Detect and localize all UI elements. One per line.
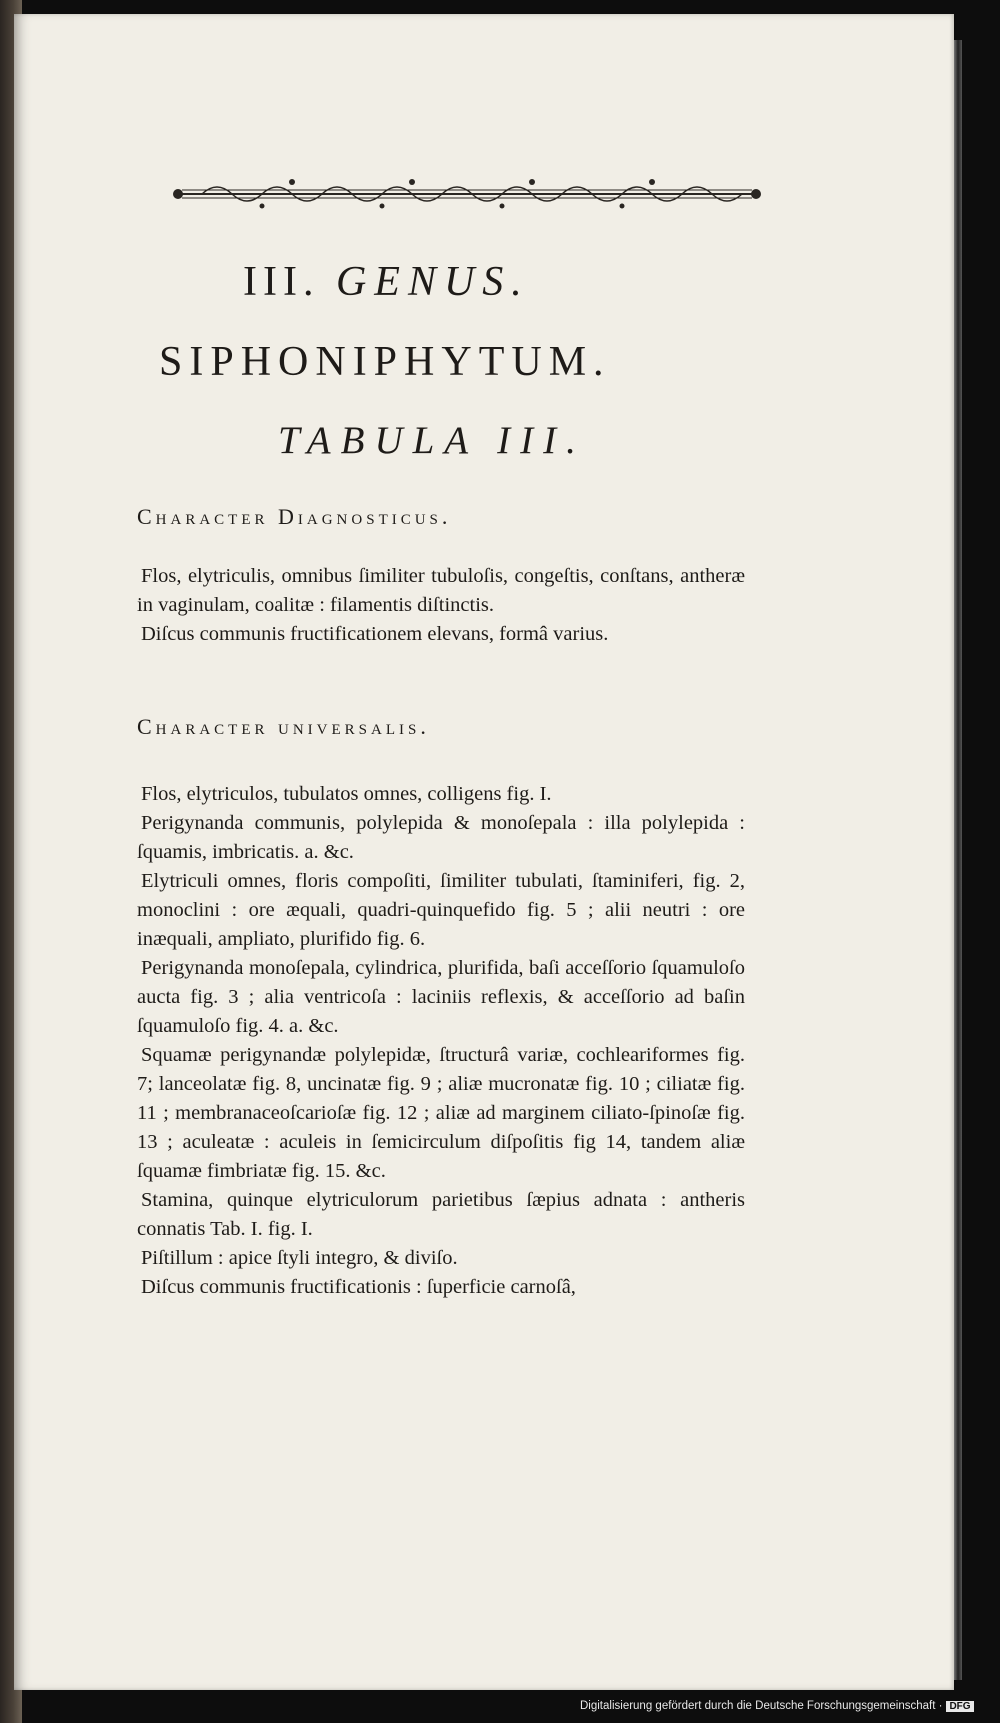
page-edge [954,40,962,1680]
genus-numeral: III. [243,259,336,305]
plate-reference: TABULA III. [278,419,586,462]
paragraph: Flos, elytriculos, tubulatos omnes, colligens fig. I. [141,783,552,805]
paragraph: Perigynanda monoſepala, cylindrica, plurifida, baſi acceſſorio ſquamuloſo aucta fig. 3 ; alia ventricoſa : laciniis reflexis, & acceſſorio ad baſin ſquamuloſo fig. 4. a. &c. [137,957,745,1037]
paragraph: Piſtillum : apice ſtyli integro, & diviſo. [141,1247,458,1269]
paragraph: Stamina, quinque elytriculorum parietibus ſæpius adnata : antheris connatis Tab. I. fig. I. [137,1189,745,1240]
dfg-logo: DFG [946,1701,973,1712]
paragraph: Flos, elytriculis, omnibus ſimiliter tubuloſis, congeſtis, conſtans, antheræ in vaginulam, coalitæ : filamentis diſtinctis. [137,565,745,616]
digitization-credit [580,1700,974,1712]
paragraph: Diſcus communis fructificationem elevans, formâ varius. [141,623,609,645]
section-heading-diagnosticus: Character Diagnosticus. [137,504,452,529]
page-title: SIPHONIPHYTUM. [159,339,611,385]
ornament-icon [172,176,762,212]
section-body-universalis [137,780,745,1302]
section-heading-universalis: Character universalis. [137,714,430,739]
paragraph: Elytriculi omnes, floris compoſiti, ſimiliter tubulati, ſtaminiferi, fig. 2, monoclini : ore æquali, quadri-quinquefido fig. 5 ; alii neutri : ore inæquali, ampliato, plurifido fig. 6. [137,870,745,950]
section-body-diagnosticus [137,562,745,649]
credit-text: Digitalisierung gefördert durch die Deutsche Forschungsgemeinschaft · [580,1700,943,1712]
paragraph: Squamæ perigynandæ polylepidæ, ſtructurâ variæ, cochleariformes fig. 7; lanceolatæ fig. 8, uncinatæ fig. 9 ; aliæ mucronatæ fig. 10 ; ciliatæ fig. 11 ; membranaceoſcarioſæ fig. 12 ; aliæ ad marginem ciliato-ſpinoſæ fig. 13 ; aculeatæ : aculeis in ſemicirculum diſpoſitis fig 14, tandem aliæ ſquamæ fimbriatæ fig. 15. &c. [137,1044,745,1182]
paragraph: Diſcus communis fructificationis : ſuperficie carnoſâ, [141,1276,576,1298]
paragraph: Perigynanda communis, polylepida & monoſepala : illa polylepida : ſquamis, imbricatis. a. &c. [137,812,745,863]
genus-number [243,258,843,306]
genus-word: GENUS. [335,259,530,305]
